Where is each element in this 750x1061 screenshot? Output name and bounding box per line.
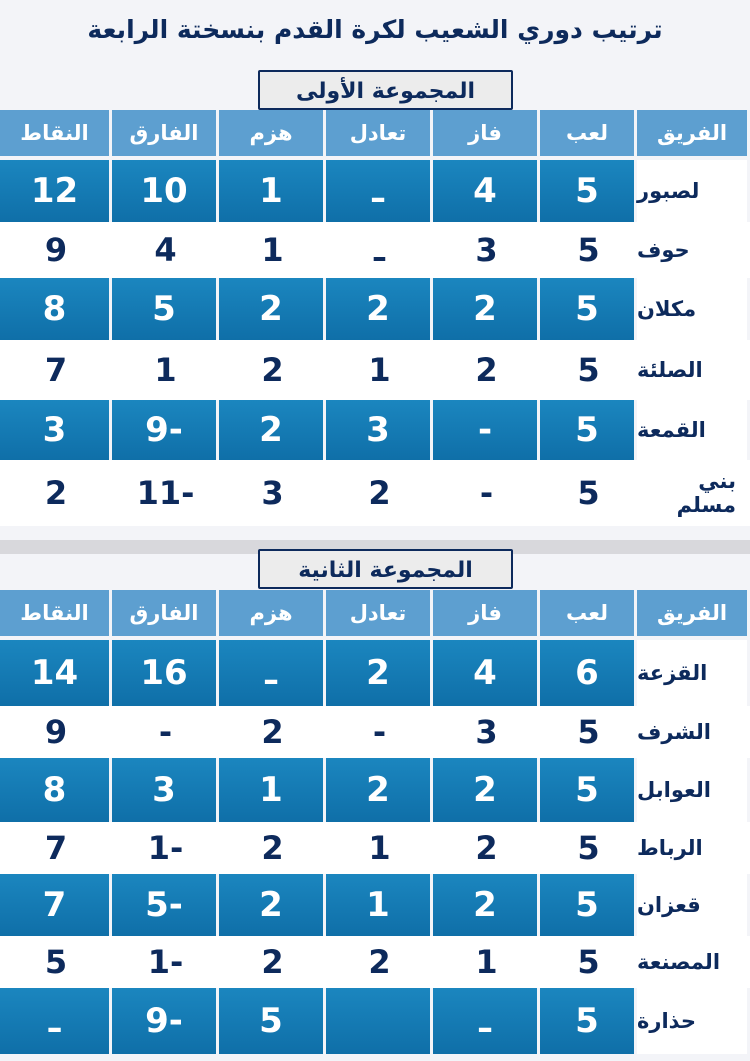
cell-points: 7 [0,822,112,874]
cell-team: مكلان [637,278,750,340]
table-row [0,936,750,988]
cell-points: ـ [0,988,112,1054]
page-title: ترتيب دوري الشعيب لكرة القدم بنسختة الرابعة [87,15,663,44]
cell-draw: 2 [326,758,433,822]
cell-win: - [433,400,540,460]
cell-played: 5 [540,874,637,936]
cell-team: قعزان [637,874,750,936]
cell-diff: 9- [112,400,219,460]
header-points: النقاط [0,110,112,156]
cell-points: 8 [0,758,112,822]
cell-loss: 2 [219,278,326,340]
cell-win: 2 [433,822,540,874]
table-row [0,400,750,460]
cell-draw: - [326,706,433,758]
cell-played: 5 [540,988,637,1054]
cell-draw: 2 [326,278,433,340]
header-loss: هزم [219,590,326,636]
cell-draw [326,988,433,1054]
table-row [0,758,750,822]
cell-diff: 1- [112,822,219,874]
cell-draw: 2 [326,460,433,526]
cell-points: 12 [0,160,112,222]
cell-team: المصنعة [637,936,750,988]
cell-diff: 3 [112,758,219,822]
cell-win: 2 [433,340,540,400]
cell-loss: 2 [219,936,326,988]
cell-draw: 2 [326,640,433,706]
cell-diff: 5- [112,874,219,936]
cell-played: 5 [540,340,637,400]
cell-played: 5 [540,460,637,526]
header-loss: هزم [219,110,326,156]
cell-played: 6 [540,640,637,706]
header-diff: الفارق [112,590,219,636]
cell-points: 14 [0,640,112,706]
cell-win: 3 [433,706,540,758]
table-row [0,460,750,526]
cell-played: 5 [540,822,637,874]
cell-win: 2 [433,758,540,822]
table-row [0,822,750,874]
table-row [0,278,750,340]
cell-loss: 2 [219,874,326,936]
cell-draw: 3 [326,400,433,460]
group-1-label: المجموعة الأولى [258,70,513,110]
cell-played: 5 [540,758,637,822]
cell-played: 5 [540,400,637,460]
cell-team: العوابل [637,758,750,822]
cell-points: 3 [0,400,112,460]
cell-team: حذارة [637,988,750,1054]
cell-team: لصبور [637,160,750,222]
cell-win: 3 [433,222,540,278]
cell-draw: 1 [326,340,433,400]
cell-team: بني مسلم [637,460,750,526]
cell-loss: 1 [219,160,326,222]
cell-diff: 10 [112,160,219,222]
cell-team: الرباط [637,822,750,874]
cell-loss: 2 [219,400,326,460]
table-row [0,988,750,1054]
cell-win: - [433,460,540,526]
cell-loss: 1 [219,222,326,278]
cell-team: الصلئة [637,340,750,400]
table-row [0,640,750,706]
cell-win: 4 [433,160,540,222]
cell-loss: 5 [219,988,326,1054]
header-points: النقاط [0,590,112,636]
cell-win: 2 [433,874,540,936]
header-win: فاز [433,590,540,636]
cell-played: 5 [540,278,637,340]
cell-played: 5 [540,222,637,278]
table-row [0,160,750,222]
cell-win: 4 [433,640,540,706]
cell-loss: 3 [219,460,326,526]
cell-team: حوف [637,222,750,278]
cell-loss: 2 [219,340,326,400]
cell-loss: ـ [219,640,326,706]
cell-points: 9 [0,706,112,758]
cell-points: 9 [0,222,112,278]
table-row [0,874,750,936]
cell-win: 2 [433,278,540,340]
cell-win: ـ [433,988,540,1054]
cell-points: 2 [0,460,112,526]
table-header [0,110,750,156]
cell-played: 5 [540,706,637,758]
cell-draw: 2 [326,936,433,988]
cell-points: 7 [0,340,112,400]
header-draw: تعادل [326,590,433,636]
cell-team: الشرف [637,706,750,758]
cell-loss: 1 [219,758,326,822]
table-row [0,706,750,758]
cell-diff: 1 [112,340,219,400]
header-diff: الفارق [112,110,219,156]
table-header [0,590,750,636]
table-row [0,222,750,278]
cell-draw: 1 [326,822,433,874]
header-team: الفريق [637,590,750,636]
cell-played: 5 [540,160,637,222]
group-2-label: المجموعة الثانية [258,549,513,589]
cell-played: 5 [540,936,637,988]
cell-team: القمعة [637,400,750,460]
cell-diff: 4 [112,222,219,278]
cell-loss: 2 [219,706,326,758]
cell-draw: 1 [326,874,433,936]
cell-win: 1 [433,936,540,988]
cell-points: 7 [0,874,112,936]
cell-loss: 2 [219,822,326,874]
cell-diff: 1- [112,936,219,988]
cell-diff: - [112,706,219,758]
cell-diff: 5 [112,278,219,340]
cell-diff: 9- [112,988,219,1054]
cell-diff: 16 [112,640,219,706]
cell-diff: 11- [112,460,219,526]
table-row [0,340,750,400]
cell-team: القزعة [637,640,750,706]
header-played: لعب [540,590,637,636]
header-draw: تعادل [326,110,433,156]
header-team: الفريق [637,110,750,156]
cell-points: 5 [0,936,112,988]
header-win: فاز [433,110,540,156]
header-played: لعب [540,110,637,156]
cell-points: 8 [0,278,112,340]
cell-draw: ـ [326,160,433,222]
cell-draw: ـ [326,222,433,278]
